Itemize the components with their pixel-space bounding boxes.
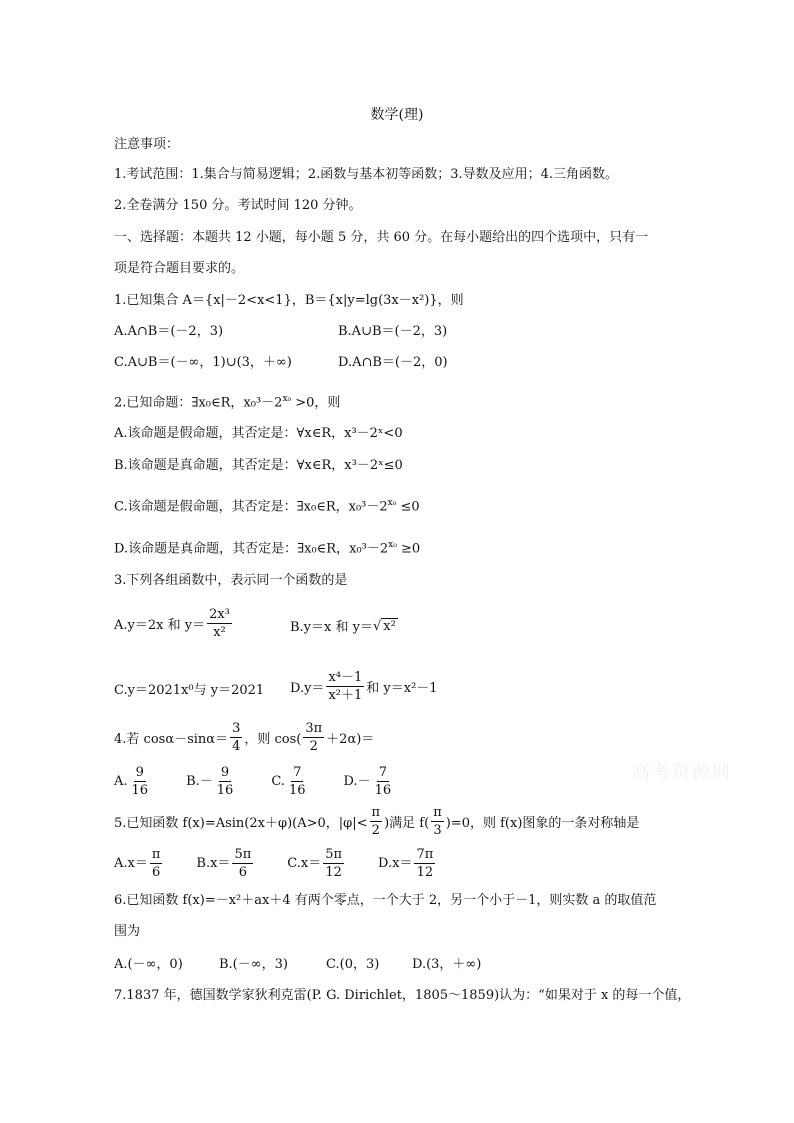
option-fraction — [414, 847, 435, 880]
question-5-stem-text: 5.已知函数 f(x)=Asin(2x＋φ)(A>0，|φ|< — [114, 816, 368, 831]
fraction-denominator: 6 — [238, 865, 247, 880]
option-fraction — [130, 765, 151, 798]
question-7-stem-line-1: 7.1837 年，德国数学家狄利克雷(P. G. Dirichlet，1805～1859)认为：“如果对于 x 的每一个值， — [114, 988, 691, 1003]
option-label: D.－ — [343, 774, 371, 789]
fraction-numerator: π — [371, 805, 381, 820]
fraction-denominator: 16 — [216, 783, 234, 798]
question-5-option-d — [378, 847, 437, 880]
section-heading-line-2: 项是符合题目要求的。 — [114, 261, 245, 276]
question-3-option-a-text: A.y＝2x 和 y＝ — [114, 618, 206, 633]
question-2-option-c-text: C.该命题是假命题，其否定是：∃x₀∈R，x₀³－2 — [114, 499, 388, 515]
question-4-options — [114, 765, 395, 798]
fraction-numerator: 5π — [325, 847, 343, 862]
question-2-stem-tail: >0，则 — [291, 395, 341, 411]
question-3-option-a — [114, 607, 234, 640]
question-1-option-c: C.A∪B＝(－∞，1)∪(3，＋∞) — [114, 355, 292, 370]
fraction-numerator: 3π — [305, 721, 323, 736]
question-3-option-b — [290, 616, 398, 635]
fraction-numerator: 7 — [293, 765, 302, 780]
question-4-fraction-2 — [303, 721, 324, 754]
option-label: C.x＝ — [287, 856, 322, 871]
radicand: x² — [383, 618, 396, 634]
fraction-numerator: π — [433, 805, 442, 820]
question-3-option-a-fraction — [207, 607, 232, 640]
question-1-option-b: B.A∪B＝(－2，3) — [338, 324, 448, 339]
notice-item-2: 2.全卷满分 150 分。考试时间 120 分钟。 — [114, 198, 362, 213]
question-4-fraction-1 — [230, 721, 242, 754]
question-2-stem — [114, 390, 340, 412]
fraction-denominator: 2 — [309, 739, 318, 754]
question-2-option-d-text: D.该命题是真命题，其否定是：∃x₀∈R，x₀³－2 — [114, 541, 389, 557]
question-2-option-b: B.该命题是真命题，其否定是：∀x∈R，x³－2ˣ≤0 — [114, 458, 403, 473]
watermark: 高考资源网 — [632, 762, 732, 783]
fraction-denominator: 16 — [288, 783, 306, 798]
fraction-numerator: 2x³ — [209, 607, 230, 622]
section-heading-line-1: 一、选择题：本题共 12 小题，每小题 5 分，共 60 分。在每小题给出的四个选项中，只有一 — [114, 230, 649, 245]
question-5-option-c — [287, 847, 346, 880]
option-fraction — [215, 765, 236, 798]
question-5-fraction-1 — [370, 805, 383, 838]
option-fraction — [150, 847, 163, 880]
question-2-option-c-tail: ≤0 — [396, 499, 420, 515]
question-3-stem: 3.下列各组函数中，表示同一个函数的是 — [114, 573, 348, 588]
question-6-option-d: D.(3，＋∞) — [412, 957, 482, 972]
question-5-stem — [114, 805, 639, 838]
question-6-option-b: B.(－∞，3) — [219, 957, 288, 972]
question-2-option-d-exponent: x₀ — [388, 540, 397, 550]
question-1-stem: 1.已知集合 A＝{x|－2<x<1}，B＝{x|y=lg(3x－x²)}，则 — [114, 293, 464, 308]
question-5-options — [114, 847, 437, 880]
question-4-stem-mid: ，则 cos( — [244, 732, 302, 747]
question-3-option-d — [290, 670, 438, 703]
option-fraction — [287, 765, 308, 798]
fraction-denominator: 3 — [433, 823, 442, 838]
option-label: D.x＝ — [378, 856, 413, 871]
option-label: A. — [114, 774, 128, 789]
question-4-stem-text: 4.若 cosα－sinα＝ — [114, 732, 229, 747]
option-fraction — [232, 847, 253, 880]
question-4-option-a — [114, 765, 152, 798]
fraction-numerator: 3 — [232, 721, 241, 736]
radical-sign: √ — [372, 618, 382, 634]
fraction-numerator: 9 — [135, 765, 144, 780]
fraction-numerator: x⁴－1 — [328, 670, 363, 685]
fraction-denominator: x²＋1 — [328, 688, 363, 703]
question-1-option-d: D.A∩B＝(－2，0) — [338, 355, 448, 370]
fraction-numerator: 7π — [416, 847, 434, 862]
fraction-denominator: 6 — [151, 865, 161, 880]
option-label: A.x＝ — [114, 856, 148, 871]
question-2-option-d-tail: ≥0 — [396, 541, 421, 557]
option-fraction — [373, 765, 394, 798]
question-4-option-b — [186, 765, 237, 798]
fraction-denominator: 12 — [325, 865, 342, 880]
fraction-denominator: 4 — [232, 739, 241, 754]
question-6-stem-line-1: 6.已知函数 f(x)=－x²＋ax＋4 有两个零点，一个大于 2，另一个小于－1，则实数 a 的取值范 — [114, 893, 657, 908]
question-3-option-b-text: B.y＝x 和 y＝ — [290, 620, 373, 635]
fraction-denominator: 16 — [374, 783, 392, 798]
option-label: B.x＝ — [196, 856, 231, 871]
question-2-option-c — [114, 494, 420, 516]
fraction-numerator: 5π — [234, 847, 252, 862]
question-6-option-c: C.(0，3) — [326, 957, 380, 972]
question-5-stem-tail: )=0，则 f(x)图象的一条对称轴是 — [445, 816, 640, 831]
question-2-stem-text: 2.已知命题：∃x₀∈R，x₀³－2 — [114, 395, 283, 411]
question-4-option-c — [271, 765, 309, 798]
fraction-denominator: 2 — [371, 823, 380, 838]
question-5-option-b — [196, 847, 255, 880]
fraction-numerator: π — [151, 847, 161, 862]
question-5-option-a — [114, 847, 164, 880]
question-3-option-c: C.y＝2021x⁰与 y＝2021 — [114, 683, 265, 698]
question-4-stem-tail: ＋2α)＝ — [326, 732, 375, 747]
question-4-option-d — [343, 765, 395, 798]
question-1-option-a: A.A∩B＝(－2，3) — [114, 324, 224, 339]
fraction-denominator: x² — [213, 625, 226, 640]
question-6-stem-line-2: 围为 — [114, 924, 141, 939]
question-2-option-d — [114, 536, 420, 558]
option-label: C. — [271, 774, 285, 789]
fraction-denominator: 12 — [416, 865, 434, 880]
page-title: 数学(理) — [370, 107, 424, 123]
question-3-option-d-fraction — [326, 670, 364, 703]
question-2-option-c-exponent: x₀ — [387, 498, 397, 508]
question-5-fraction-2 — [431, 805, 444, 838]
option-label: B.－ — [186, 774, 213, 789]
question-6-option-a: A.(－∞，0) — [114, 957, 183, 972]
question-2-exponent: x₀ — [282, 394, 292, 404]
question-3-option-d-text: D.y＝ — [290, 681, 325, 696]
square-root — [373, 618, 398, 634]
fraction-numerator: 9 — [220, 765, 230, 780]
notice-item-1: 1.考试范围：1.集合与简易逻辑；2.函数与基本初等函数；3.导数及应用；4.三角函数。 — [114, 167, 619, 182]
notice-heading: 注意事项： — [114, 137, 180, 152]
question-2-option-a: A.该命题是假命题，其否定是：∀x∈R，x³－2ˣ<0 — [114, 426, 403, 441]
option-fraction — [323, 847, 344, 880]
question-4-stem — [114, 721, 374, 754]
question-3-option-d-tail: 和 y＝x²－1 — [366, 681, 438, 696]
fraction-denominator: 16 — [131, 783, 149, 798]
question-5-stem-mid: )满足 f( — [384, 816, 430, 831]
fraction-numerator: 7 — [378, 765, 387, 780]
